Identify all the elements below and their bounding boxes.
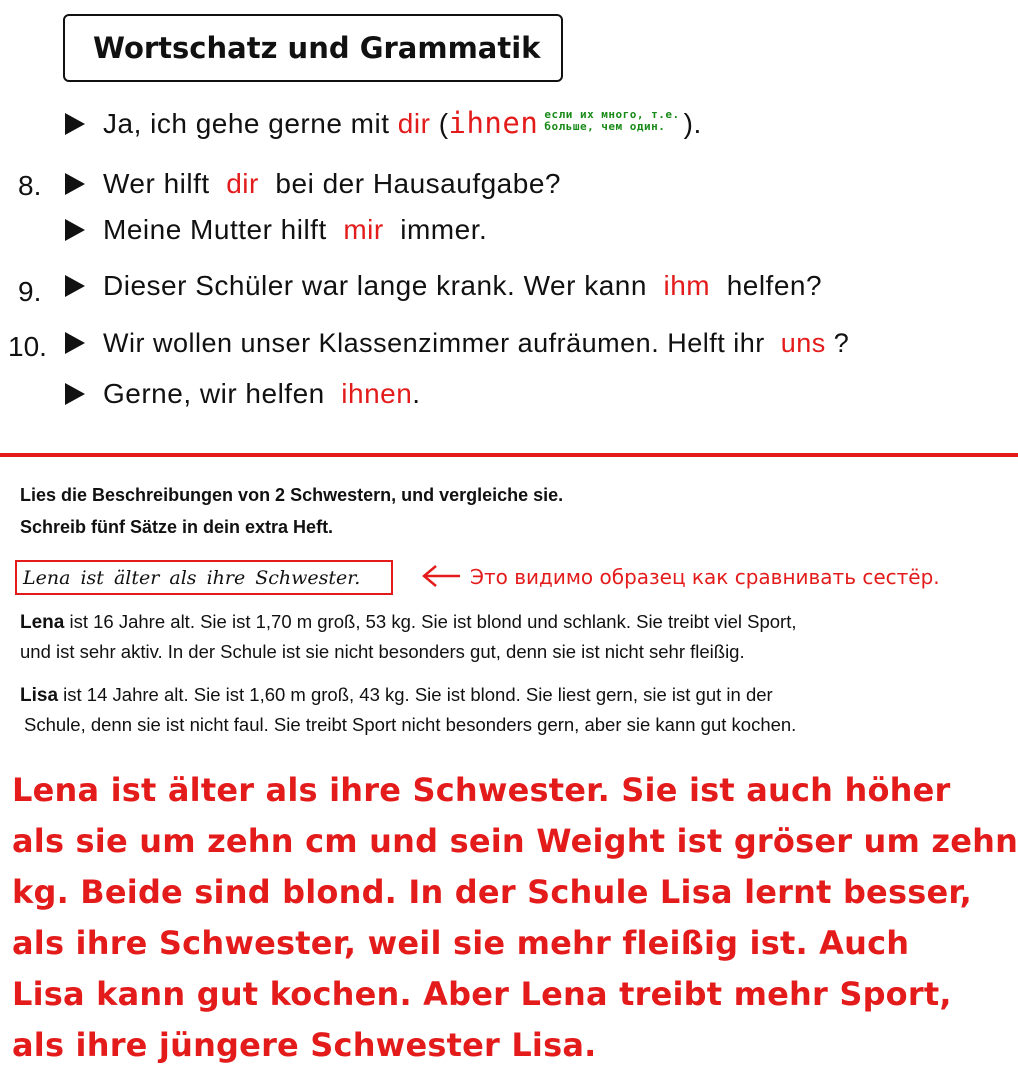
paren-open: ( — [438, 108, 449, 139]
sentence-text: immer. — [400, 214, 488, 245]
exercise-line-8 — [65, 168, 561, 200]
sentence-text: Wir wollen unser Klassenzimmer aufräumen. Helft ihr — [103, 328, 765, 358]
bullet-triangle-icon — [65, 219, 85, 241]
bullet-triangle-icon — [65, 383, 85, 405]
section-title: Wortschatz und Grammatik — [63, 14, 563, 82]
exercise-number: 9. — [18, 276, 42, 307]
russian-comment: Это видимо образец как сравнивать сестёр. — [470, 565, 940, 589]
green-note — [544, 109, 679, 133]
sentence-text: ? — [833, 328, 850, 358]
filled-answer: ihnen — [341, 378, 413, 409]
sentence-text: Wer hilft — [103, 168, 210, 199]
sentence-text: Gerne, wir helfen — [103, 378, 325, 409]
lena-description — [20, 607, 1010, 666]
sentence-text: Ja, ich gehe gerne mit — [103, 108, 390, 139]
example-sentence-box: Lena ist älter als ihre Schwester. — [15, 560, 393, 595]
lena-text-1: ist 16 Jahre alt. Sie ist 1,70 m groß, 53 kg. Sie ist blond und schlank. Sie treibt viel Sport, — [69, 611, 797, 632]
lisa-description — [20, 680, 1010, 739]
exercise-line-10 — [65, 328, 849, 359]
lisa-line-1 — [20, 680, 1010, 710]
exercise-line-8-answer — [65, 214, 487, 246]
alternative-answer: ihnen — [448, 106, 539, 140]
note-line-2: больше, чем один. — [544, 120, 666, 133]
sentence-text: helfen? — [726, 270, 823, 301]
lena-line-1 — [20, 607, 1010, 637]
sentence-text: Dieser Schüler war lange krank. Wer kann — [103, 270, 647, 301]
bullet-triangle-icon — [65, 332, 85, 354]
paren-close: ). — [683, 108, 702, 139]
sentence-text: bei der Hausaufgabe? — [275, 168, 561, 199]
answer-line: kg. Beide sind blond. In der Schule Lisa lernt besser, — [12, 873, 972, 911]
filled-answer: ihm — [663, 270, 711, 301]
sentence-text: . — [412, 378, 421, 409]
filled-answer: dir — [397, 108, 431, 139]
filled-answer: mir — [343, 214, 384, 245]
bullet-triangle-icon — [65, 275, 85, 297]
answer-line: als ihre Schwester, weil sie mehr fleißig ist. Auch — [12, 924, 910, 962]
bullet-triangle-icon — [65, 173, 85, 195]
answer-line: Lena ist älter als ihre Schwester. Sie ist auch höher — [12, 771, 951, 809]
handwritten-answer — [12, 765, 1018, 1071]
exercise-line-ja — [65, 106, 702, 140]
lisa-line-2: Schule, denn sie ist nicht faul. Sie treibt Sport nicht besonders gern, aber sie kann gut kochen. — [24, 714, 797, 735]
task-instruction-2: Schreib fünf Sätze in dein extra Heft. — [20, 517, 334, 537]
answer-line: als ihre jüngere Schwester Lisa. — [12, 1026, 597, 1064]
note-line-1: если их много, т.е. — [544, 108, 680, 121]
filled-answer: dir — [226, 168, 259, 199]
exercise-line-9 — [65, 270, 822, 302]
red-divider — [0, 453, 1018, 457]
left-arrow-icon — [420, 562, 462, 590]
sentence-text: Meine Mutter hilft — [103, 214, 327, 245]
exercise-line-10-answer — [65, 378, 421, 410]
lena-name: Lena — [20, 612, 65, 633]
lena-line-2: und ist sehr aktiv. In der Schule ist sie nicht besonders gut, denn sie ist nicht sehr fleißig. — [20, 641, 745, 662]
lisa-name: Lisa — [20, 685, 59, 706]
answer-line: als sie um zehn cm und sein Weight ist gröser um zehn — [12, 822, 1018, 860]
answer-line: Lisa kann gut kochen. Aber Lena treibt mehr Sport, — [12, 975, 952, 1013]
task-instruction-1: Lies die Beschreibungen von 2 Schwestern, und vergleiche sie. — [20, 485, 564, 505]
filled-answer: uns — [780, 328, 826, 358]
bullet-triangle-icon — [65, 113, 85, 135]
lisa-text-1: ist 14 Jahre alt. Sie ist 1,60 m groß, 43 kg. Sie ist blond. Sie liest gern, sie ist gut in der — [63, 684, 773, 705]
exercise-number: 8. — [18, 170, 42, 201]
exercise-number: 10. — [8, 331, 47, 362]
